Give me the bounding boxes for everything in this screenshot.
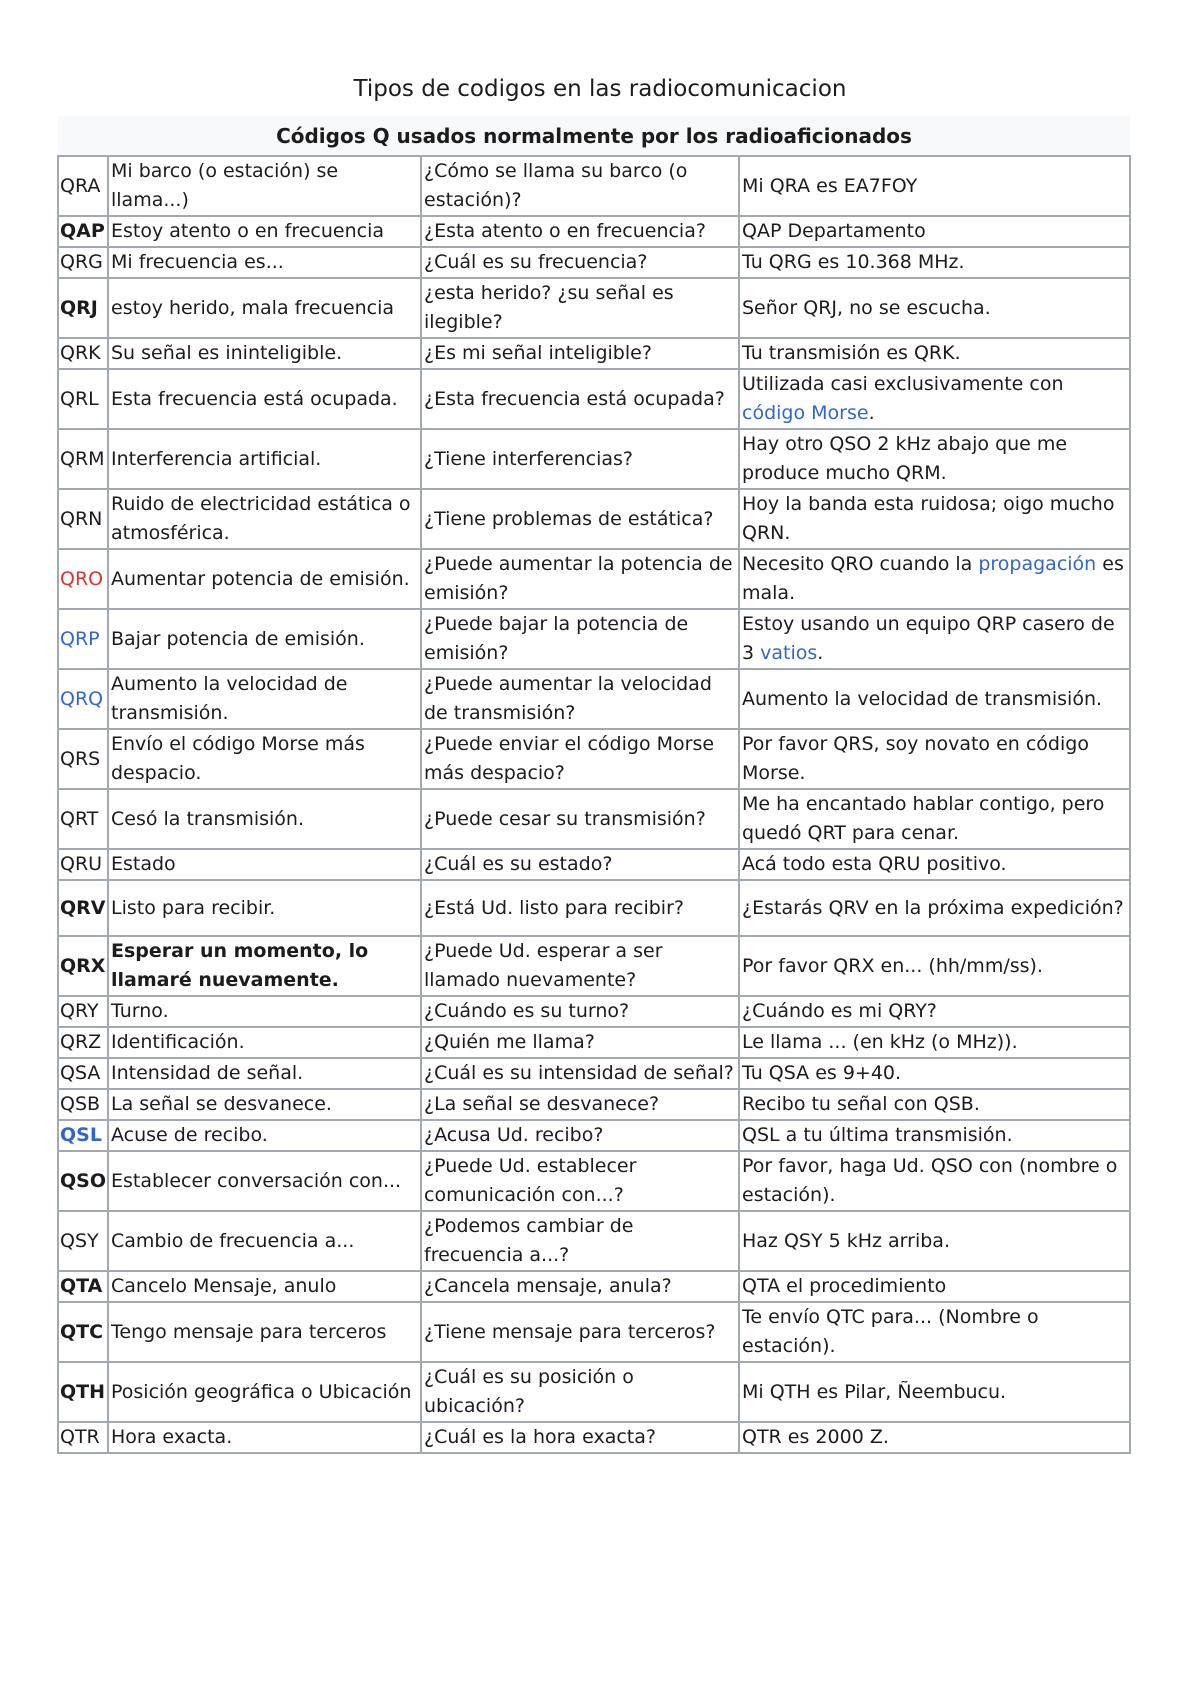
table-row <box>58 669 1130 729</box>
meaning-cell: Acuse de recibo. <box>108 1120 421 1151</box>
q-code-cell: QSA <box>58 1058 108 1089</box>
example-text-after: . <box>817 642 824 664</box>
q-code-cell: QTA <box>58 1271 108 1302</box>
question-cell: ¿Puede aumentar la potencia de emisión? <box>421 549 739 609</box>
meaning-cell: Turno. <box>108 996 421 1027</box>
question-cell: ¿Esta atento o en frecuencia? <box>421 216 739 247</box>
question-cell: ¿Puede enviar el código Morse más despacio? <box>421 729 739 789</box>
table-row <box>58 1151 1130 1211</box>
example-cell: QAP Departamento <box>739 216 1130 247</box>
table-row <box>58 1027 1130 1058</box>
example-cell: Hay otro QSO 2 kHz abajo que me produce mucho QRM. <box>739 429 1130 489</box>
example-link[interactable]: propagación <box>978 553 1097 575</box>
table-row <box>58 489 1130 549</box>
question-cell: ¿Está Ud. listo para recibir? <box>421 880 739 936</box>
q-code-cell: QRV <box>58 880 108 936</box>
example-cell: Mi QRA es EA7FOY <box>739 156 1130 216</box>
meaning-cell: Interferencia artificial. <box>108 429 421 489</box>
q-code-cell: QRT <box>58 789 108 849</box>
q-code-cell: QRK <box>58 338 108 369</box>
meaning-cell: Posición geográfica o Ubicación <box>108 1362 421 1422</box>
meaning-cell: estoy herido, mala frecuencia <box>108 278 421 338</box>
question-cell: ¿Cuál es su intensidad de señal? <box>421 1058 739 1089</box>
meaning-cell: Cancelo Mensaje, anulo <box>108 1271 421 1302</box>
q-code-cell: QSY <box>58 1211 108 1271</box>
q-code-cell: QRJ <box>58 278 108 338</box>
example-cell: Recibo tu señal con QSB. <box>739 1089 1130 1120</box>
q-code-cell: QTH <box>58 1362 108 1422</box>
table-row <box>58 1211 1130 1271</box>
meaning-cell: Bajar potencia de emisión. <box>108 609 421 669</box>
example-cell: ¿Cuándo es mi QRY? <box>739 996 1130 1027</box>
meaning-cell: Identificación. <box>108 1027 421 1058</box>
table-row <box>58 849 1130 880</box>
question-cell: ¿esta herido? ¿su señal es ilegible? <box>421 278 739 338</box>
table-row <box>58 1120 1130 1151</box>
document-title: Tipos de codigos en las radiocomunicacion <box>353 76 847 102</box>
example-cell: Aumento la velocidad de transmisión. <box>739 669 1130 729</box>
question-cell: ¿Puede aumentar la velocidad de transmisión? <box>421 669 739 729</box>
meaning-cell: Estado <box>108 849 421 880</box>
table-row <box>58 1271 1130 1302</box>
question-cell: ¿Cuándo es su turno? <box>421 996 739 1027</box>
meaning-cell: Envío el código Morse más despacio. <box>108 729 421 789</box>
question-cell: ¿Puede cesar su transmisión? <box>421 789 739 849</box>
question-cell: ¿Cuál es la hora exacta? <box>421 1422 739 1453</box>
example-text-after: es mala. <box>742 553 1124 604</box>
example-text-after: . <box>868 402 875 424</box>
q-code-cell: QSB <box>58 1089 108 1120</box>
q-code-cell[interactable]: QRO <box>58 549 108 609</box>
table-row <box>58 729 1130 789</box>
example-cell: Tu transmisión es QRK. <box>739 338 1130 369</box>
meaning-cell: Esperar un momento, lo llamaré nuevamente. <box>108 936 421 996</box>
q-code-cell: QRM <box>58 429 108 489</box>
question-cell: ¿Cuál es su estado? <box>421 849 739 880</box>
question-cell: ¿Tiene mensaje para terceros? <box>421 1302 739 1362</box>
example-link[interactable]: vatios <box>760 642 818 664</box>
q-codes-table <box>57 116 1131 1454</box>
meaning-cell: Ruido de electricidad estática o atmosférica. <box>108 489 421 549</box>
table-row <box>58 996 1130 1027</box>
meaning-cell: Aumentar potencia de emisión. <box>108 549 421 609</box>
example-cell: Tu QSA es 9+40. <box>739 1058 1130 1089</box>
table-row <box>58 429 1130 489</box>
meaning-cell: Hora exacta. <box>108 1422 421 1453</box>
example-cell: QTR es 2000 Z. <box>739 1422 1130 1453</box>
meaning-cell: Mi barco (o estación) se llama...) <box>108 156 421 216</box>
q-code-cell: QRZ <box>58 1027 108 1058</box>
question-cell: ¿Tiene problemas de estática? <box>421 489 739 549</box>
meaning-cell: Aumento la velocidad de transmisión. <box>108 669 421 729</box>
question-cell: ¿Cuál es su frecuencia? <box>421 247 739 278</box>
example-cell <box>739 609 1130 669</box>
q-code-cell: QRX <box>58 936 108 996</box>
q-code-cell: QRA <box>58 156 108 216</box>
example-cell: Haz QSY 5 kHz arriba. <box>739 1211 1130 1271</box>
q-code-cell: QSO <box>58 1151 108 1211</box>
meaning-cell: Listo para recibir. <box>108 880 421 936</box>
table-row <box>58 789 1130 849</box>
question-cell: ¿Acusa Ud. recibo? <box>421 1120 739 1151</box>
table-row <box>58 338 1130 369</box>
example-cell: Te envío QTC para... (Nombre o estación). <box>739 1302 1130 1362</box>
example-cell: Acá todo esta QRU positivo. <box>739 849 1130 880</box>
meaning-cell: Mi frecuencia es... <box>108 247 421 278</box>
table-caption-row <box>58 116 1130 156</box>
example-cell: Señor QRJ, no se escucha. <box>739 278 1130 338</box>
question-cell: ¿Cómo se llama su barco (o estación)? <box>421 156 739 216</box>
question-cell: ¿Esta frecuencia está ocupada? <box>421 369 739 429</box>
question-cell: ¿Podemos cambiar de frecuencia a...? <box>421 1211 739 1271</box>
example-cell: QSL a tu última transmisión. <box>739 1120 1130 1151</box>
meaning-cell: Tengo mensaje para terceros <box>108 1302 421 1362</box>
q-code-cell: QRL <box>58 369 108 429</box>
example-cell: Tu QRG es 10.368 MHz. <box>739 247 1130 278</box>
q-code-cell[interactable]: QRP <box>58 609 108 669</box>
table-caption: Códigos Q usados normalmente por los radioaficionados <box>58 116 1130 156</box>
example-link[interactable]: código Morse <box>742 402 869 424</box>
table-body <box>58 156 1130 1453</box>
q-code-cell[interactable]: QSL <box>58 1120 108 1151</box>
example-cell: Me ha encantado hablar contigo, pero quedó QRT para cenar. <box>739 789 1130 849</box>
table-row <box>58 1058 1130 1089</box>
q-code-cell[interactable]: QRQ <box>58 669 108 729</box>
example-cell: Le llama ... (en kHz (o MHz)). <box>739 1027 1130 1058</box>
table-row <box>58 936 1130 996</box>
example-text: Estoy usando un equipo QRP casero de 3 <box>742 613 1115 664</box>
table-row <box>58 1422 1130 1453</box>
question-cell: ¿Quién me llama? <box>421 1027 739 1058</box>
meaning-cell: Esta frecuencia está ocupada. <box>108 369 421 429</box>
table-row <box>58 549 1130 609</box>
q-code-cell: QRN <box>58 489 108 549</box>
example-cell <box>739 549 1130 609</box>
example-cell <box>739 369 1130 429</box>
question-cell: ¿Puede Ud. establecer comunicación con...? <box>421 1151 739 1211</box>
example-cell: Hoy la banda esta ruidosa; oigo mucho QRN. <box>739 489 1130 549</box>
table-row <box>58 247 1130 278</box>
example-cell: ¿Estarás QRV en la próxima expedición? <box>739 880 1130 936</box>
example-cell: Mi QTH es Pilar, Ñeembucu. <box>739 1362 1130 1422</box>
example-cell: Por favor, haga Ud. QSO con (nombre o estación). <box>739 1151 1130 1211</box>
q-code-cell: QRU <box>58 849 108 880</box>
table-row <box>58 369 1130 429</box>
q-code-cell: QTR <box>58 1422 108 1453</box>
q-code-cell: QAP <box>58 216 108 247</box>
meaning-cell: Cesó la transmisión. <box>108 789 421 849</box>
question-cell: ¿Es mi señal inteligible? <box>421 338 739 369</box>
table-row <box>58 880 1130 936</box>
meaning-cell: Intensidad de señal. <box>108 1058 421 1089</box>
question-cell: ¿Cuál es su posición o ubicación? <box>421 1362 739 1422</box>
table-row <box>58 156 1130 216</box>
example-cell: Por favor QRS, soy novato en código Morse. <box>739 729 1130 789</box>
table-row <box>58 609 1130 669</box>
meaning-cell: La señal se desvanece. <box>108 1089 421 1120</box>
question-cell: ¿Cancela mensaje, anula? <box>421 1271 739 1302</box>
q-code-cell: QRG <box>58 247 108 278</box>
table-row <box>58 278 1130 338</box>
table-row <box>58 1362 1130 1422</box>
q-code-cell: QTC <box>58 1302 108 1362</box>
q-code-cell: QRY <box>58 996 108 1027</box>
example-text: Utilizada casi exclusivamente con <box>742 373 1064 395</box>
question-cell: ¿Puede Ud. esperar a ser llamado nuevamente? <box>421 936 739 996</box>
meaning-cell: Cambio de frecuencia a... <box>108 1211 421 1271</box>
example-cell: QTA el procedimiento <box>739 1271 1130 1302</box>
example-cell: Por favor QRX en... (hh/mm/ss). <box>739 936 1130 996</box>
question-cell: ¿La señal se desvanece? <box>421 1089 739 1120</box>
table-row <box>58 216 1130 247</box>
table-row <box>58 1089 1130 1120</box>
meaning-cell: Establecer conversación con... <box>108 1151 421 1211</box>
table-row <box>58 1302 1130 1362</box>
question-cell: ¿Puede bajar la potencia de emisión? <box>421 609 739 669</box>
question-cell: ¿Tiene interferencias? <box>421 429 739 489</box>
meaning-cell: Estoy atento o en frecuencia <box>108 216 421 247</box>
q-code-cell: QRS <box>58 729 108 789</box>
meaning-cell: Su señal es ininteligible. <box>108 338 421 369</box>
example-text: Necesito QRO cuando la <box>742 553 979 575</box>
